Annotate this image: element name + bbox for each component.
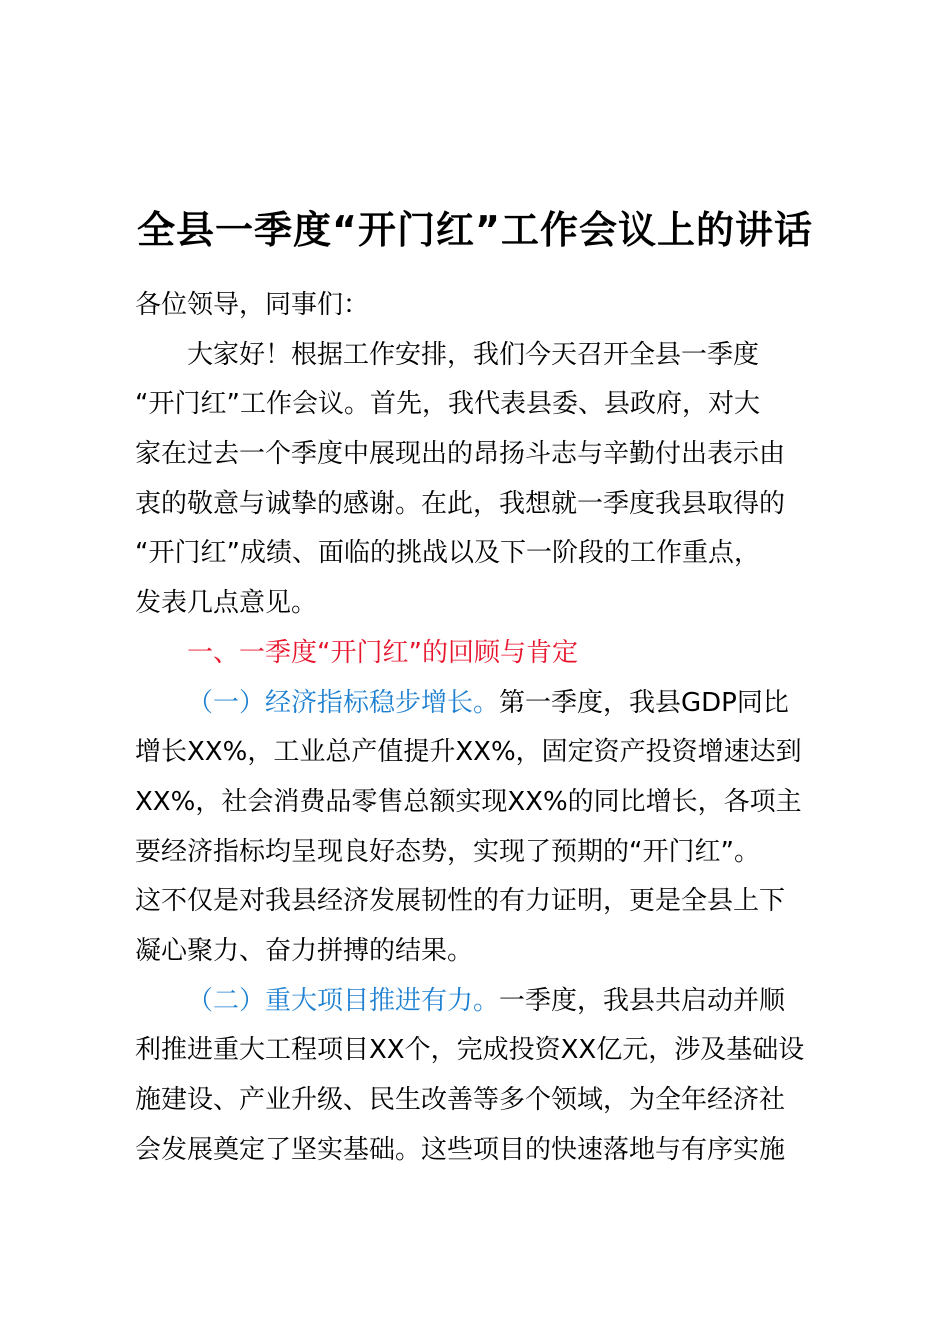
paragraph-line: 会发展奠定了坚实基础。这些项目的快速落地与有序实施 [135,1134,786,1165]
paragraph-line: 施建设、产业升级、民生改善等多个领域，为全年经济社 [135,1085,786,1115]
paragraph-line: 增长XX%，工业总产值提升XX%，固定资产投资增速达到 [135,737,802,768]
intro-line: 衷的敬意与诚挚的感谢。在此，我想就一季度我县取得的 [135,488,786,519]
intro-line: “开门红”工作会议。首先，我代表县委、县政府，对大 [135,389,760,420]
subsection-heading: （二）重大项目推进有力。 [187,985,500,1016]
paragraph-text: 第一季度，我县GDP同比 [499,687,789,718]
paragraph-line: 这不仅是对我县经济发展韧性的有力证明，更是全县上下 [135,886,786,917]
section-heading: 一、一季度“开门红”的回顾与肯定 [187,637,578,668]
paragraph-line: XX%，社会消费品零售总额实现XX%的同比增长，各项主 [135,786,802,817]
intro-line: 发表几点意见。 [135,588,318,619]
intro-line: 大家好！根据工作安排，我们今天召开全县一季度 [187,339,760,370]
document-title: 全县一季度“开门红”工作会议上的讲话 [137,208,813,252]
paragraph-line: 利推进重大工程项目XX个，完成投资XX亿元，涉及基础设 [135,1035,805,1066]
subsection-first-line [135,977,855,1027]
salutation: 各位领导，同事们： [135,290,370,320]
subsection-first-line [135,679,855,729]
subsection-heading: （一）经济指标稳步增长。 [187,687,500,718]
intro-line: “开门红”成绩、面临的挑战以及下一阶段的工作重点， [135,538,760,569]
paragraph-line: 要经济指标均呈现良好态势，实现了预期的“开门红”。 [135,836,760,867]
intro-line: 家在过去一个季度中展现出的昂扬斗志与辛勤付出表示由 [135,439,786,470]
document-body [135,281,855,1175]
paragraph-text: 一季度，我县共启动并顺 [499,985,786,1016]
paragraph-line: 凝心聚力、奋力拼搏的结果。 [135,935,474,966]
